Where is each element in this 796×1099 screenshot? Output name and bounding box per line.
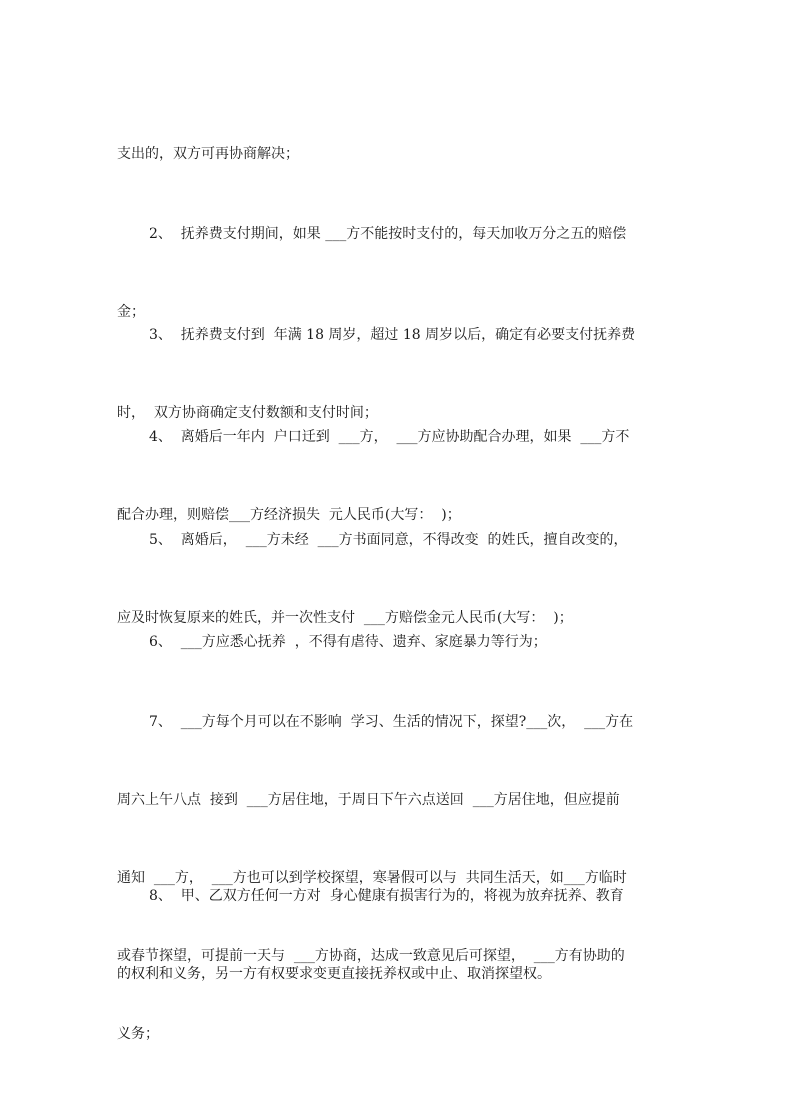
paragraph-line: 3、 抚养费支付到 年满 18 周岁，超过 18 周岁以后，确定有必要支付抚养费 bbox=[149, 327, 636, 343]
paragraph-line: 8、 甲、乙双方任何一方对 身心健康有损害行为的，将视为放弃抚养、教育 bbox=[149, 888, 624, 904]
paragraph-line: 的权利和义务，另一方有权要求变更直接抚养权或中止、取消探望权。 bbox=[117, 966, 551, 982]
paragraph-line: 4、 离婚后一年内 户口迁到 ___方， ___方应协助配合办理，如果 ___方不 bbox=[149, 429, 630, 445]
paragraph-line: 时， 双方协商确定支付数额和支付时间； bbox=[117, 405, 378, 421]
paragraph-line: 义务； bbox=[117, 1026, 159, 1042]
paragraph-line: 金； bbox=[117, 304, 145, 320]
paragraph-line: 2、 抚养费支付期间，如果 ___方不能按时支付的，每天加收万分之五的赔偿 bbox=[149, 226, 627, 242]
paragraph-line: 5、 离婚后， ___方未经 ___方书面同意，不得改变 的姓氏，擅自改变的， bbox=[149, 532, 628, 548]
paragraph-line: 通知 ___方， ___方也可以到学校探望，寒暑假可以与 共同生活天，如___方临时 bbox=[117, 870, 627, 886]
paragraph-line: 周六上午八点 接到 ___方居住地，于周日下午六点送回 ___方居住地，但应提前 bbox=[117, 792, 620, 808]
paragraph-line: 应及时恢复原来的姓氏，并一次性支付 ___方赔偿金元人民币(大写： )； bbox=[117, 610, 573, 626]
paragraph-line: 配合办理，则赔偿___方经济损失 元人民币(大写： )； bbox=[117, 507, 461, 523]
paragraph-line: 或春节探望，可提前一天与 ___方协商，达成一致意见后可探望， ___方有协助的 bbox=[117, 948, 625, 964]
paragraph-line: 6、 ___方应悉心抚养 ，不得有虐待、遗弃、家庭暴力等行为； bbox=[149, 634, 547, 650]
paragraph-line: 支出的，双方可再协商解决； bbox=[117, 146, 299, 162]
paragraph-line: 7、 ___方每个月可以在不影响 学习、生活的情况下，探望?___次， ___方在 bbox=[149, 714, 634, 730]
paragraph-8-harm-clause bbox=[117, 831, 683, 1039]
